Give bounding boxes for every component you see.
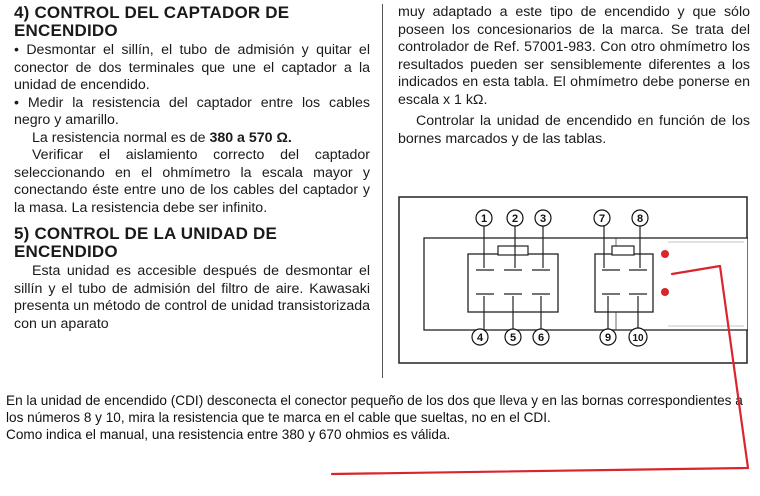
marker-terminal-10 [661, 288, 669, 296]
terminal-label-7: 7 [598, 213, 606, 225]
large-connector-latch [498, 246, 528, 255]
terminal-label-3: 3 [539, 213, 547, 225]
section-5-heading-line2: ENCENDIDO [14, 242, 118, 261]
annotation-text [6, 392, 746, 443]
paragraph-remove-seat: • Desmontar el sillín, el tubo de admisión y quitar el conector de dos terminales que une el captador a la unidad de encendido. [14, 42, 370, 95]
section-4-heading [14, 4, 370, 40]
paragraph-normal-resistance [14, 130, 370, 148]
section-4-heading-line1: 4) CONTROL DEL CAPTADOR DE [14, 3, 290, 22]
marker-terminal-8 [661, 250, 669, 258]
annotation-line2: Como indica el manual, una resistencia entre 380 y 670 ohmios es válida. [6, 427, 451, 442]
annotation-note [0, 380, 760, 496]
terminal-label-4: 4 [476, 332, 484, 344]
section-5-heading [14, 225, 370, 261]
annotation-line1: En la unidad de encendido (CDI) desconecta el conector pequeño de los dos que lleva y en las bornas correspondientes a los números 8 y 10, mira la resistencia que te marca en el cable que sueltas, no en el CDI. [6, 393, 743, 425]
terminal-label-5: 5 [509, 332, 517, 344]
connector-diagram [398, 196, 748, 364]
connector-diagram-svg [398, 196, 748, 364]
terminal-label-1: 1 [480, 213, 488, 225]
terminal-label-10: 10 [632, 333, 644, 344]
terminal-label-8: 8 [636, 213, 644, 225]
right-column [398, 4, 750, 148]
section-4-heading-line2: ENCENDIDO [14, 21, 118, 40]
section-5-heading-line1: 5) CONTROL DE LA UNIDAD DE [14, 224, 278, 243]
paragraph-check-terminals: Controlar la unidad de encendido en función de los bornes marcados y de las tablas. [398, 113, 750, 147]
small-connector-latch [612, 246, 634, 255]
left-column [14, 4, 370, 333]
normal-resistance-value: 380 a 570 Ω. [209, 129, 292, 146]
terminal-label-2: 2 [511, 213, 519, 225]
paragraph-verify-insulation: Verificar el aislamiento correcto del captador seleccionando en el ohmímetro la escala mayor y conectando éste entre uno de los cables del captador y la masa. La resistencia debe ser infinito. [14, 147, 370, 216]
column-divider [382, 4, 383, 378]
terminal-label-9: 9 [604, 332, 612, 344]
normal-resistance-text: La resistencia normal es de [32, 129, 210, 146]
terminal-label-6: 6 [537, 332, 545, 344]
paragraph-controller: muy adaptado a este tipo de encendido y que sólo poseen los concesionarios de la marca. Se trata del controlador de Ref. 57001-983. Con otro ohmímetro los resultados pueden ser sensiblemente diferentes a los indicados en esta tabla. El ohmímetro debe ponerse en escala x 1 kΩ. [398, 4, 750, 108]
paragraph-ignition-unit: Esta unidad es accesible después de desmontar el sillín y el tubo de admisión del filtro de aire. Kawasaki presenta un método de control de unidad transistorizada con un aparato [14, 263, 370, 332]
paragraph-measure-resistance: • Medir la resistencia del captador entre los cables negro y amarillo. [14, 95, 370, 130]
